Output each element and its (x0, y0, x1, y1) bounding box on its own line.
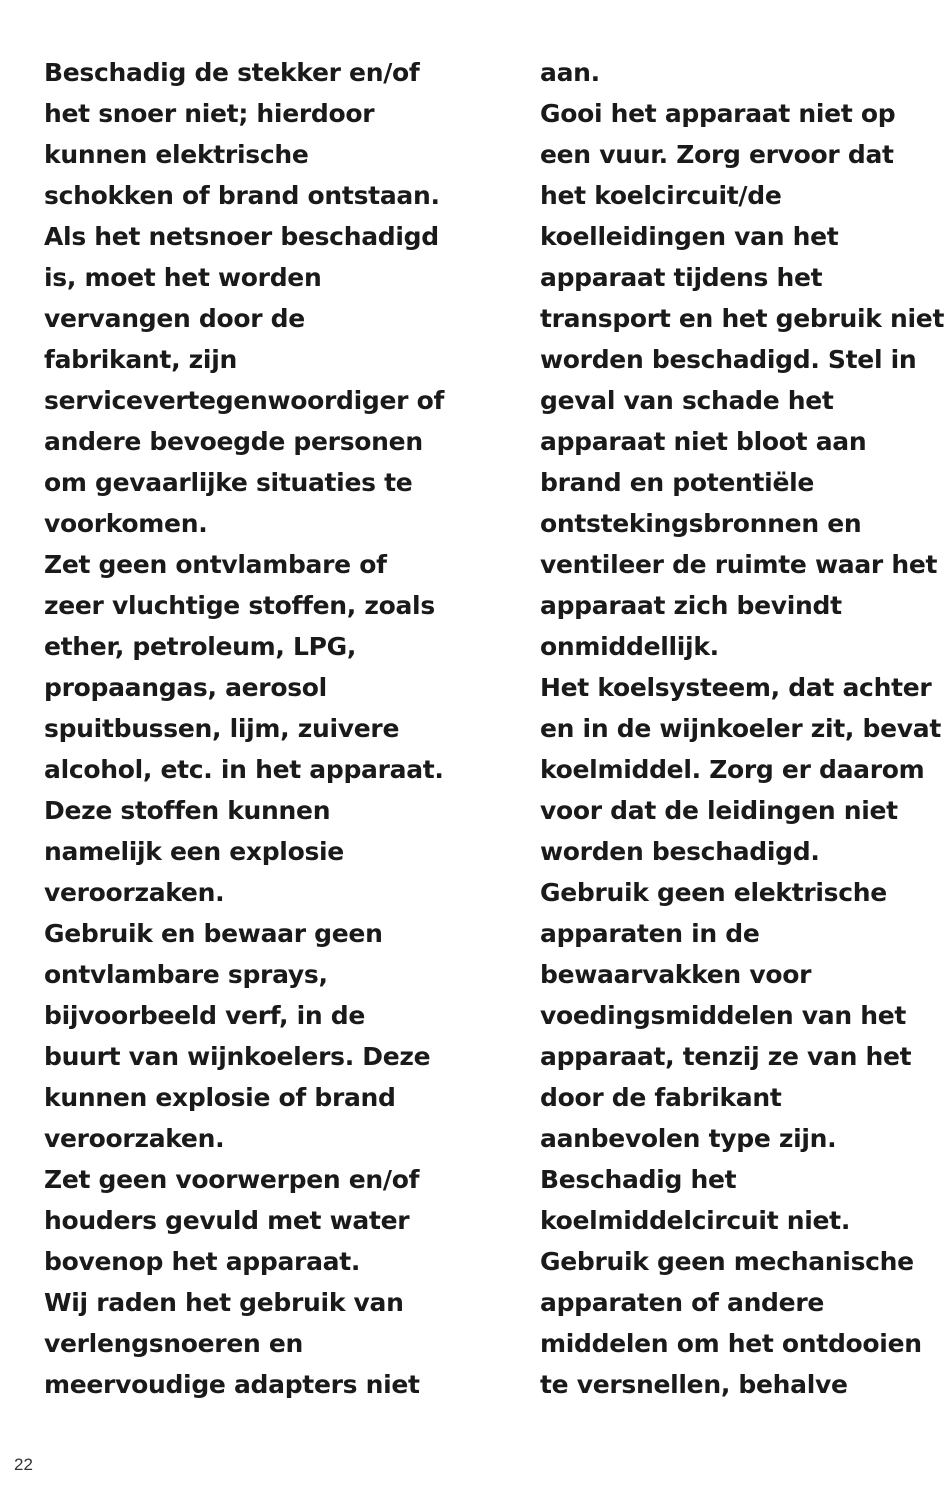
page-number: 22 (14, 1455, 33, 1474)
text-column-left: Beschadig de stekker en/of het snoer niet; hierdoor kunnen elektrische schokken of brand ontstaan. Als het netsnoer beschadigd is, moet het worden vervangen door de fabrikant, zijn servicevertegenwoordiger of andere bevoegde personen om gevaarlijke situaties te voorkomen. Zet geen ontvlambare of zeer vluchtige stoffen, zoals ether, petroleum, LPG, propaangas, aerosol spuitbussen, lijm, zuivere alcohol, etc. in het apparaat. Deze stoffen kunnen namelijk een explosie veroorzaken. Gebruik en bewaar geen ontvlambare sprays, bijvoorbeeld verf, in de buurt van wijnkoelers. Deze kunnen explosie of brand veroorzaken. Zet geen voorwerpen en/of houders gevuld met water bovenop het apparaat. Wij raden het gebruik van verlengsnoeren en meervoudige adapters niet (44, 58, 445, 1399)
text-column-right: aan. Gooi het apparaat niet op een vuur. Zorg ervoor dat het koelcircuit/de koelleidingen van het apparaat tijdens het transport en het gebruik niet worden beschadigd. Stel in geval van schade het apparaat niet bloot aan brand en potentiële ontstekingsbronnen en ventileer de ruimte waar het apparaat zich bevindt onmiddellijk. Het koelsysteem, dat achter en in de wijnkoeler zit, bevat koelmiddel. Zorg er daarom voor dat de leidingen niet worden beschadigd. Gebruik geen elektrische apparaten in de bewaarvakken voor voedingsmiddelen van het apparaat, tenzij ze van het door de fabrikant aanbevolen type zijn. Beschadig het koelmiddelcircuit niet. Gebruik geen mechanische apparaten of andere middelen om het ontdooien te versnellen, behalve (540, 58, 945, 1399)
